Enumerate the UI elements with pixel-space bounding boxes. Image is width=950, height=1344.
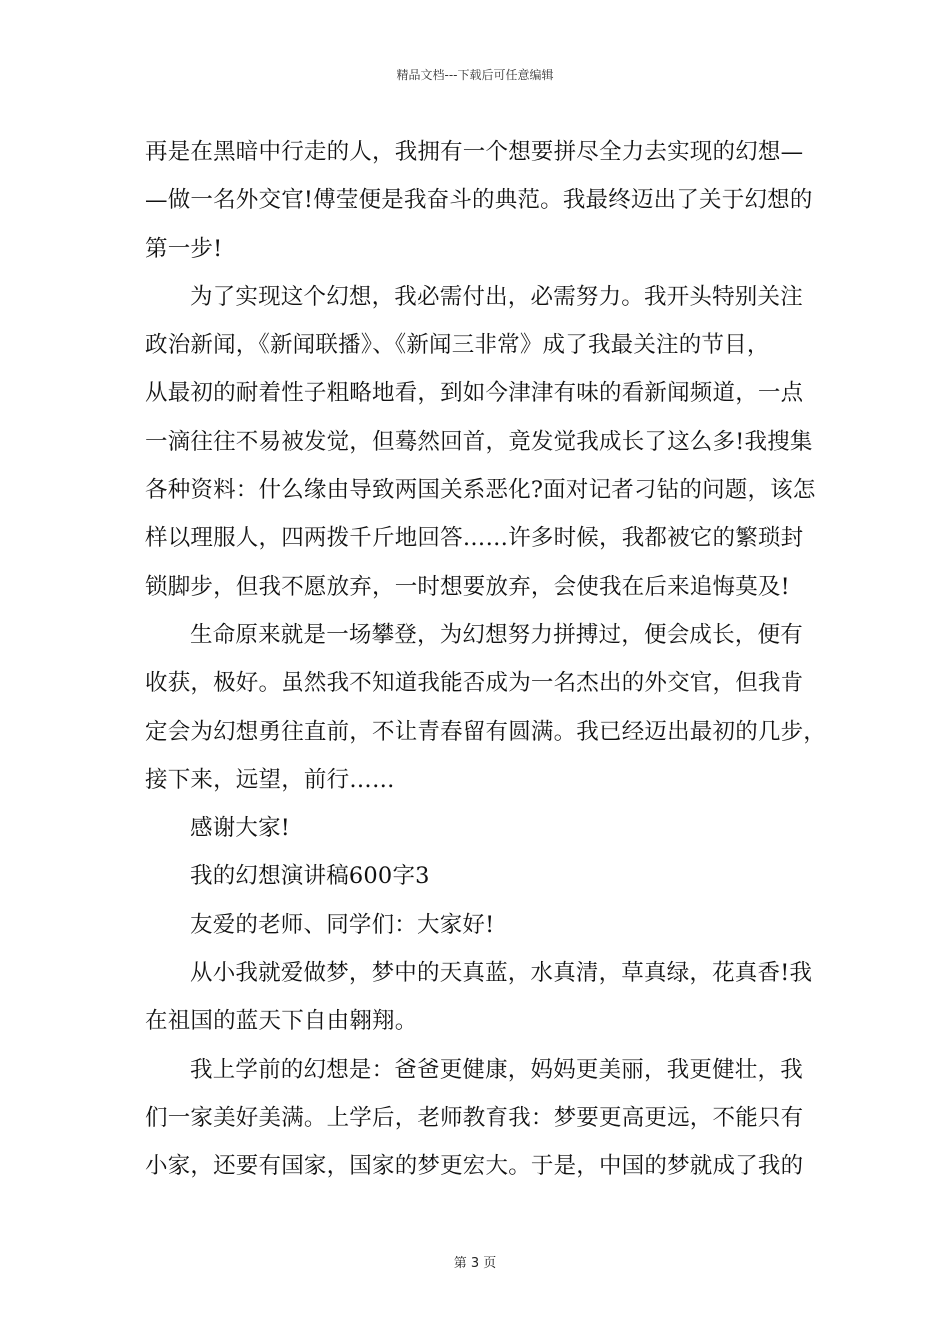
text-line: 政治新闻，《新闻联播》、《新闻三非常》成了我最关注的节目， — [145, 332, 770, 359]
page-header: 精品文档---下载后可任意编辑 — [396, 68, 554, 82]
text-line: 为了实现这个幻想，我必需付出，必需努力。我开头特别关注 — [190, 283, 803, 310]
text-line: 小家，还要有国家，国家的梦更宏大。于是，中国的梦就成了我的 — [145, 1153, 804, 1180]
text-line: —做一名外交官!傅莹便是我奋斗的典范。我最终迈出了关于幻想的 — [145, 187, 813, 214]
text-line: 在祖国的蓝天下自由翱翔。 — [145, 1008, 418, 1035]
text-line: 定会为幻想勇往直前，不让青春留有圆满。我已经迈出最初的几步， — [145, 718, 827, 745]
text-line: 一滴往往不易被发觉，但蓦然回首，竟发觉我成长了这么多!我搜集 — [145, 428, 813, 455]
text-line: 从最初的耐着性子粗略地看，到如今津津有味的看新闻频道，一点 — [145, 380, 804, 407]
text-line: 们一家美好美满。上学后，老师教育我：梦要更高更远，不能只有 — [145, 1104, 804, 1131]
text-line: 我的幻想演讲稿600字3 — [190, 863, 430, 890]
text-line: 我上学前的幻想是：爸爸更健康，妈妈更美丽，我更健壮，我 — [190, 1056, 803, 1083]
page-footer: 第 3 页 — [453, 1256, 497, 1271]
text-line: 样以理服人，四两拨千斤地回答……许多时候，我都被它的繁琐封 — [145, 525, 804, 552]
text-line: 生命原来就是一场攀登，为幻想努力拼搏过，便会成长，便有 — [190, 621, 803, 648]
text-line: 友爱的老师、同学们：大家好! — [190, 911, 495, 938]
document-body — [145, 128, 827, 1191]
text-line: 锁脚步，但我不愿放弃，一时想要放弃，会使我在后来追悔莫及! — [145, 573, 790, 600]
text-line: 从小我就爱做梦，梦中的天真蓝，水真清，草真绿，花真香!我 — [190, 960, 813, 987]
text-line: 收获，极好。虽然我不知道我能否成为一名杰出的外交官，但我肯 — [145, 670, 804, 697]
text-line: 感谢大家! — [190, 815, 291, 842]
text-line: 第一步! — [145, 235, 223, 262]
text-line: 再是在黑暗中行走的人，我拥有一个想要拼尽全力去实现的幻想— — [145, 139, 804, 165]
text-line: 各种资料：什么缘由导致两国关系恶化?面对记者刁钻的问题，该怎 — [145, 477, 816, 504]
text-line: 接下来，远望，前行…… — [145, 766, 395, 793]
